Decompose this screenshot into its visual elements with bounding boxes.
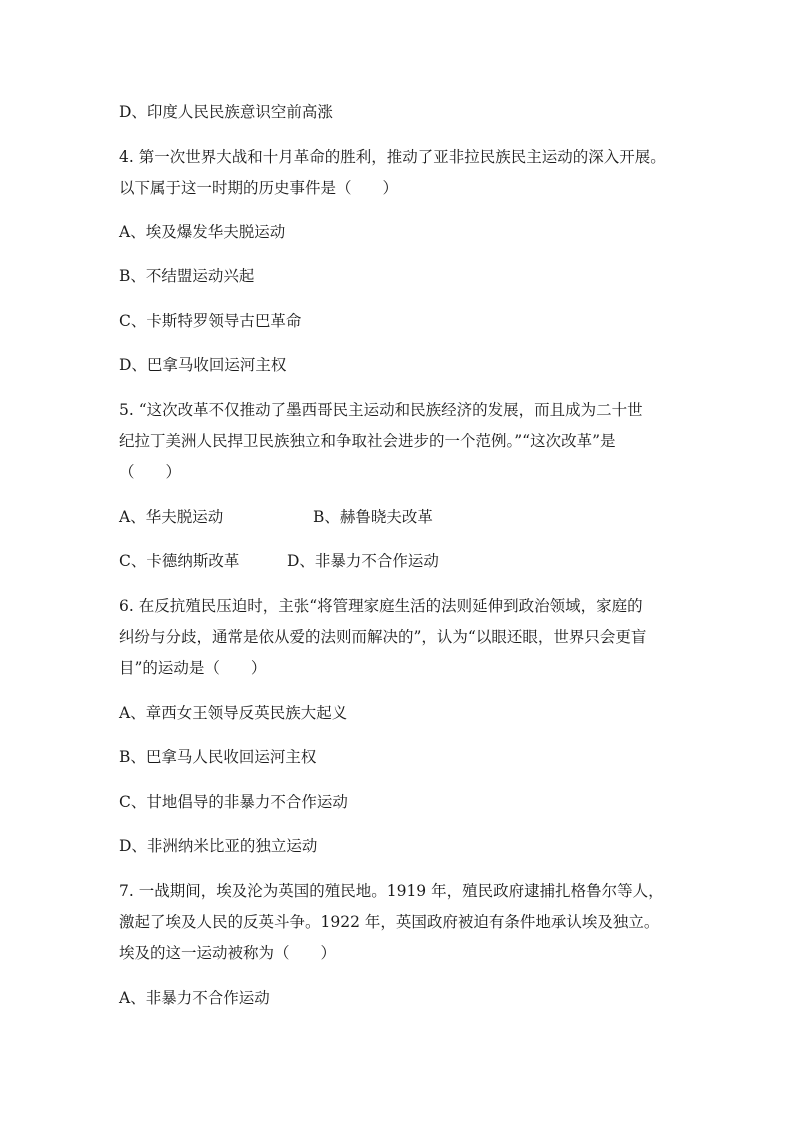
q5-option-a: A、华夫脱运动 bbox=[119, 508, 224, 526]
q7-stem-line3: 埃及的这一运动被称为（ ） bbox=[119, 944, 337, 962]
q6-option-a: A、章西女王领导反英民族大起义 bbox=[119, 704, 348, 722]
q4-stem-line1: 4. 第一次世界大战和十月革命的胜利，推动了亚非拉民族民主运动的深入开展。 bbox=[119, 148, 666, 166]
q5-stem-line2: 纪拉丁美洲人民捍卫民族独立和争取社会进步的一个范例。”“这次改革”是 bbox=[119, 432, 616, 450]
q5-stem-line1: 5. “这次改革不仅推动了墨西哥民主运动和民族经济的发展，而且成为二十世 bbox=[119, 401, 643, 419]
q7-option-a: A、非暴力不合作运动 bbox=[119, 989, 270, 1007]
q4-option-b: B、不结盟运动兴起 bbox=[119, 267, 255, 285]
q6-option-b: B、巴拿马人民收回运河主权 bbox=[119, 748, 317, 766]
q6-stem-line2: 纠纷与分歧，通常是依从爱的法则而解决的”，认为“以眼还眼，世界只会更盲 bbox=[119, 628, 647, 646]
q6-option-d: D、非洲纳米比亚的独立运动 bbox=[119, 837, 318, 855]
q7-stem-line2: 激起了埃及人民的反英斗争。1922 年，英国政府被迫有条件地承认埃及独立。 bbox=[119, 913, 660, 931]
q5-option-c: C、卡德纳斯改革 bbox=[119, 552, 240, 570]
q5-option-b: B、赫鲁晓夫改革 bbox=[313, 508, 433, 526]
q4-stem-line2: 以下属于这一时期的历史事件是（ ） bbox=[119, 179, 399, 197]
q6-stem-line1: 6. 在反抗殖民压迫时，主张“将管理家庭生活的法则延伸到政治领域，家庭的 bbox=[119, 597, 643, 615]
q6-option-c: C、甘地倡导的非暴力不合作运动 bbox=[119, 793, 348, 811]
q5-stem-line3: （ ） bbox=[119, 463, 182, 481]
q6-stem-line3: 目”的运动是（ ） bbox=[119, 659, 267, 677]
q4-option-d: D、巴拿马收回运河主权 bbox=[119, 356, 287, 374]
q4-option-c: C、卡斯特罗领导古巴革命 bbox=[119, 312, 302, 330]
q4-option-a: A、埃及爆发华夫脱运动 bbox=[119, 223, 286, 241]
q3-option-d: D、印度人民民族意识空前高涨 bbox=[119, 103, 333, 121]
q5-option-d: D、非暴力不合作运动 bbox=[287, 552, 439, 570]
q7-stem-line1: 7. 一战期间，埃及沦为英国的殖民地。1919 年，殖民政府逮捕扎格鲁尔等人， bbox=[119, 882, 664, 900]
